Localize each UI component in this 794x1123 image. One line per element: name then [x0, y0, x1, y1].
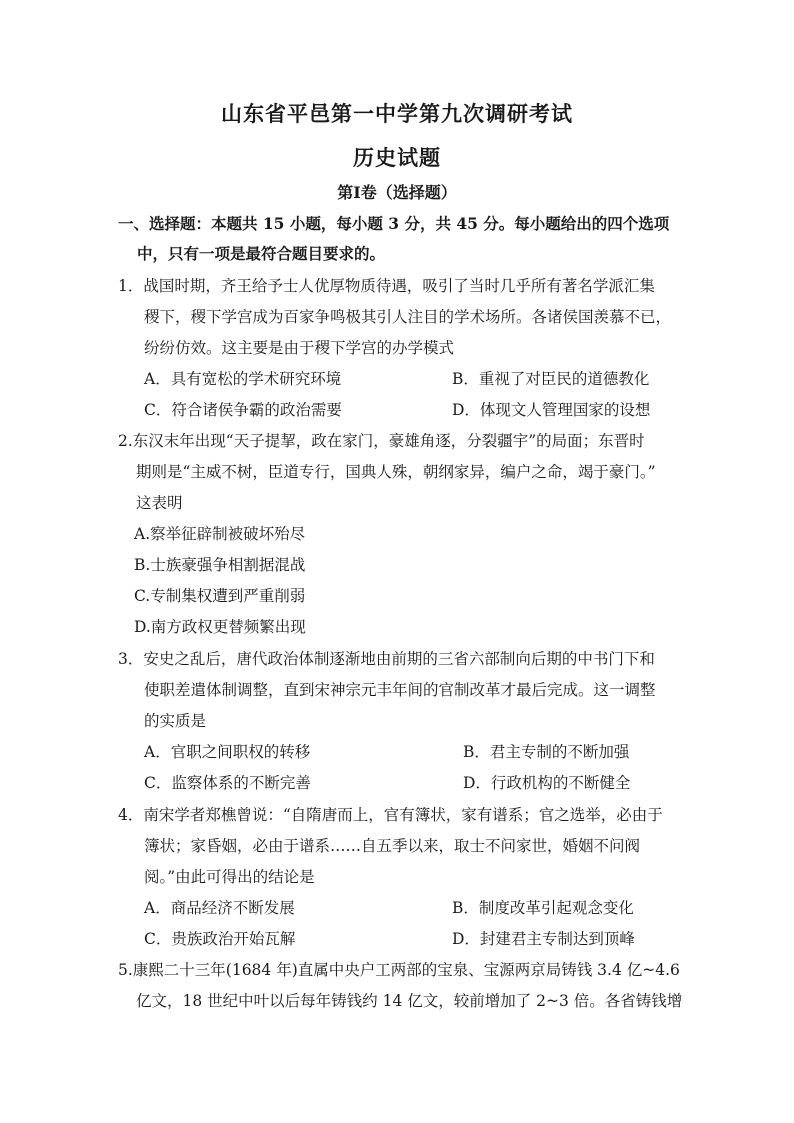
question-1-stem-line-1: 1．战国时期，齐王给予士人优厚物质待遇，吸引了当时几乎所有著名学派汇集 — [118, 277, 655, 295]
question-3-stem-line-3: 的实质是 — [144, 712, 207, 730]
school-title: 山东省平邑第一中学第九次调研考试 — [221, 101, 573, 126]
question-2-stem-line-3: 这表明 — [136, 494, 183, 512]
question-2-option-d: D.南方政权更替频繁出现 — [134, 618, 306, 636]
question-2-option-a: A.察举征辟制被破坏殆尽 — [134, 525, 306, 543]
question-4-stem-line-1: 4．南宋学者郑樵曾说：“自隋唐而上，官有簿状，家有谱系；官之选举，必由于 — [118, 806, 663, 824]
instructions-line-2: 中，只有一项是最符合题目要求的。 — [137, 244, 386, 263]
question-4-stem-line-2: 簿状；家昏姻，必由于谱系……自五季以来，取士不问家世，婚姻不问阀 — [144, 837, 641, 855]
question-1-option-d: D．体现文人管理国家的设想 — [452, 401, 651, 419]
question-4-option-a: A．商品经济不断发展 — [144, 899, 295, 917]
question-2-stem-line-2: 期则是“主威不树，臣道专行，国典人殊，朝纲家异，编户之命，竭于豪门。” — [136, 463, 656, 481]
question-4-option-d: D．封建君主专制达到顶峰 — [452, 930, 635, 948]
question-3-option-d: D．行政机构的不断健全 — [463, 774, 631, 792]
question-3-option-b: B．君主专制的不断加强 — [463, 743, 630, 761]
question-5-stem-line-1: 5.康熙二十三年(1684 年)直属中央户工两部的宝泉、宝源两京局铸钱 3.4 亿~4.6 — [118, 961, 680, 979]
question-3-option-c: C．监察体系的不断完善 — [144, 774, 311, 792]
question-1-option-b: B．重视了对臣民的道德教化 — [452, 370, 650, 388]
question-5-stem-line-2: 亿文，18 世纪中叶以后每年铸钱约 14 亿文，较前增加了 2~3 倍。各省铸钱增 — [136, 992, 683, 1010]
question-4-option-c: C．贵族政治开始瓦解 — [144, 930, 296, 948]
question-1-stem-line-2: 稷下，稷下学宫成为百家争鸣极其引人注目的学术场所。各诸侯国羡慕不已， — [144, 308, 672, 326]
question-2-option-b: B.士族豪强争相割据混战 — [134, 556, 306, 574]
question-3-stem-line-1: 3．安史之乱后，唐代政治体制逐渐地由前期的三省六部制向后期的中书门下和 — [118, 650, 655, 668]
question-1-stem-line-3: 纷纷仿效。这主要是由于稷下学宫的办学模式 — [144, 339, 455, 357]
instructions-line-1: 一、选择题：本题共 15 小题，每小题 3 分，共 45 分。每小题给出的四个选项 — [118, 214, 670, 233]
section-title: 第Ⅰ卷（选择题） — [337, 183, 457, 202]
question-2-stem-line-1: 2.东汉末年出现“天子提挈，政在家门，豪雄角逐，分裂疆宇”的局面；东晋时 — [118, 432, 645, 450]
question-3-option-a: A．官职之间职权的转移 — [144, 743, 311, 761]
question-2-option-c: C.专制集权遭到严重削弱 — [134, 587, 306, 605]
question-4-option-b: B．制度改革引起观念变化 — [452, 899, 634, 917]
question-1-option-a: A．具有宽松的学术研究环境 — [144, 370, 342, 388]
subject-title: 历史试题 — [353, 145, 441, 170]
question-1-option-c: C．符合诸侯争霸的政治需要 — [144, 401, 342, 419]
question-4-stem-line-3: 阅。”由此可得出的结论是 — [144, 868, 315, 886]
question-3-stem-line-2: 使职差遣体制调整，直到宋神宗元丰年间的官制改革才最后完成。这一调整 — [144, 681, 656, 699]
